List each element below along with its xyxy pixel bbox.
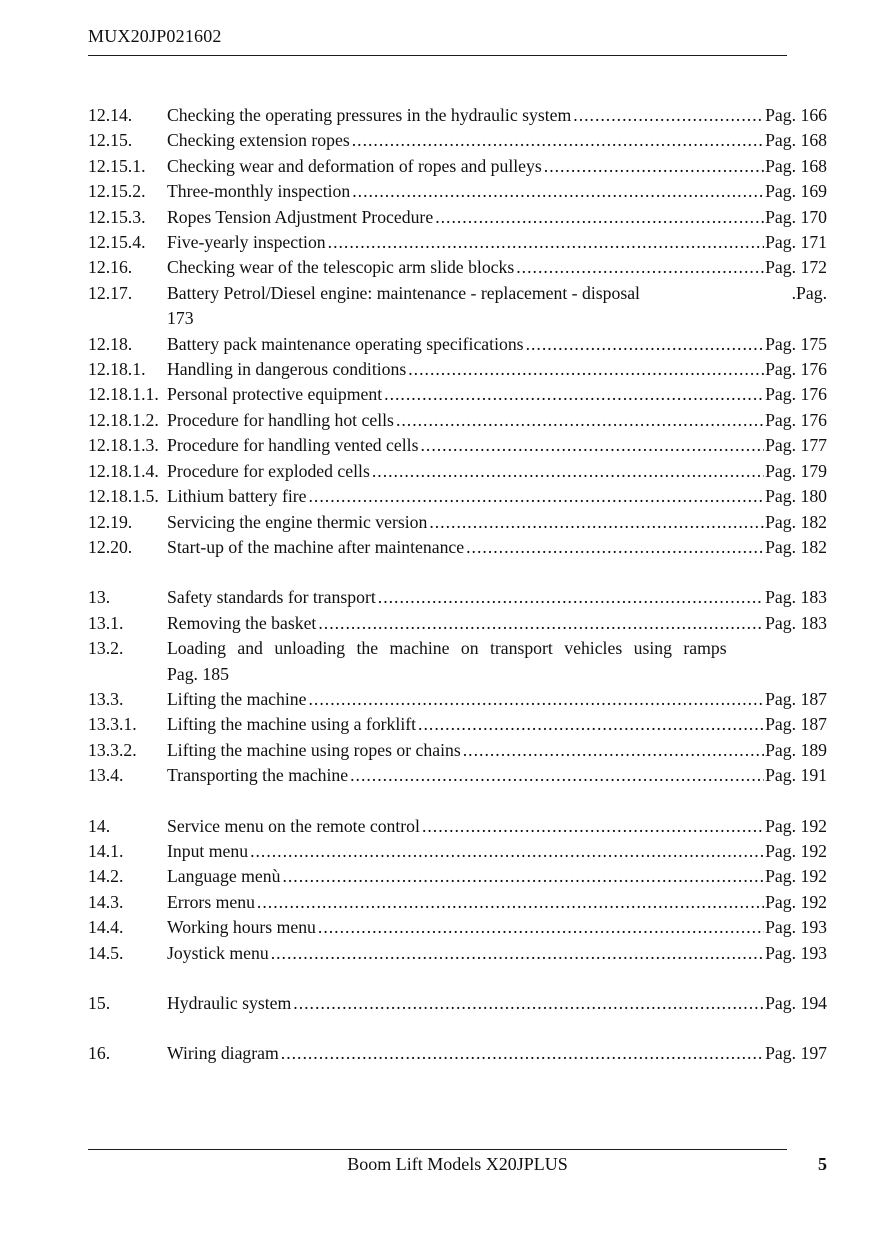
toc-entry-title: Servicing the engine thermic version: [167, 511, 428, 532]
toc-entry-line-1: [167, 281, 827, 306]
toc-entry[interactable]: [88, 408, 827, 433]
toc-entry-title: Ropes Tension Adjustment Procedure: [167, 206, 434, 227]
toc-entry-page: Pag. 192: [765, 891, 827, 912]
toc-entry-page: Pag. 170: [765, 206, 827, 227]
toc-leader-dots: [418, 712, 764, 737]
toc-entry[interactable]: [88, 839, 827, 864]
toc-entry-number: 13.3.1.: [88, 714, 137, 735]
toc-entry-number: 13.: [88, 587, 111, 608]
toc-entry-page: Pag. 179: [765, 460, 827, 481]
toc-entry[interactable]: [88, 255, 827, 280]
toc-entry-body: [167, 941, 827, 966]
toc-entry[interactable]: [88, 687, 827, 712]
toc-entry[interactable]: [88, 890, 827, 915]
toc-entry-title: Three-monthly inspection: [167, 181, 351, 202]
toc-entry[interactable]: [88, 585, 827, 610]
toc-entry[interactable]: [88, 991, 827, 1016]
toc-entry-title: Procedure for handling vented cells: [167, 435, 419, 456]
header-doc-code: MUX20JP021602: [88, 26, 222, 46]
toc-entry-title: Transporting the machine: [167, 765, 349, 786]
toc-entry-body: [167, 611, 827, 636]
toc-entry[interactable]: [88, 459, 827, 484]
toc-entry-page: Pag. 187: [765, 714, 827, 735]
toc-entry-page: 173: [167, 308, 194, 329]
toc-entry-page: Pag. 189: [765, 739, 827, 760]
toc-entry-line-2: [167, 306, 827, 331]
toc-entry-number: 14.3.: [88, 891, 124, 912]
toc-entry[interactable]: [88, 738, 827, 763]
toc-leader-dots: [544, 154, 764, 179]
toc-entry-number: 14.: [88, 815, 111, 836]
toc-entry-body: [167, 281, 827, 332]
toc-entry-body: [167, 357, 827, 382]
toc-leader-dots: [282, 864, 764, 889]
toc-leader-dots: [352, 128, 764, 153]
toc-entry-number: 13.3.2.: [88, 739, 137, 760]
toc-entry-title: Language menù: [167, 866, 281, 887]
toc-entry-title: Start-up of the machine after maintenance: [167, 536, 465, 557]
toc-entry-body: [167, 154, 827, 179]
toc-entry[interactable]: [88, 205, 827, 230]
toc-entry-page: Pag. 183: [765, 612, 827, 633]
toc-entry-title: Input menu: [167, 840, 249, 861]
toc-leader-dots: [466, 535, 764, 560]
toc-leader-dots: [293, 991, 764, 1016]
toc-leader-dots: [271, 941, 764, 966]
toc-entry-page: Pag. 194: [765, 993, 827, 1013]
toc-leader-dots: [420, 433, 764, 458]
toc-entry-number: 12.18.1.2.: [88, 409, 159, 430]
toc-entry-body: [167, 230, 827, 255]
toc-entry-number: 14.4.: [88, 917, 124, 938]
toc-entry[interactable]: [88, 636, 827, 687]
toc-entry-title: Checking the operating pressures in the hydraulic system: [167, 105, 572, 125]
toc-leader-dots: [422, 814, 764, 839]
toc-entry-number: 12.15.4.: [88, 232, 146, 253]
toc-entry-title: Battery pack maintenance operating specifications: [167, 333, 524, 354]
toc-entry-number: 13.2.: [88, 638, 124, 659]
toc-entry-page: Pag. 176: [765, 384, 827, 405]
toc-entry-page: Pag. 171: [765, 232, 827, 253]
toc-entry-page: Pag. 187: [765, 688, 827, 709]
toc-entry-page: Pag. 180: [765, 486, 827, 507]
toc-entry-number: 15.: [88, 993, 111, 1013]
toc-leader-dots: [384, 382, 764, 407]
toc-entry-number: 12.20.: [88, 536, 133, 557]
toc-entry-title: Checking wear and deformation of ropes and pulleys: [167, 155, 542, 176]
toc-leader-dots: [429, 510, 764, 535]
toc-entry-title: Personal protective equipment: [167, 384, 383, 405]
toc-entry[interactable]: [88, 179, 827, 204]
toc-entry-number: 16.: [88, 1043, 111, 1064]
toc-entry-page: Pag. 168: [765, 130, 827, 151]
toc-entry-page: Pag. 193: [765, 942, 827, 963]
toc-entry[interactable]: [88, 1041, 827, 1066]
toc-entry[interactable]: [88, 510, 827, 535]
toc-entry-body: [167, 864, 827, 889]
toc-leader-dots: [318, 915, 764, 940]
toc-entry-number: 13.1.: [88, 612, 124, 633]
page-footer: [88, 1141, 827, 1175]
toc-entry-body: [167, 459, 827, 484]
toc-entry-number: 12.17.: [88, 282, 133, 303]
toc-entry-number: 14.1.: [88, 840, 124, 861]
toc-entry-title: Working hours menu: [167, 917, 316, 938]
toc-entry-body: [167, 382, 827, 407]
toc-group: [88, 585, 827, 788]
toc-leader-dots: [573, 103, 764, 128]
toc-entry-number: 14.5.: [88, 942, 124, 963]
toc-entry-title: Procedure for exploded cells: [167, 460, 370, 481]
footer-line: [88, 1154, 827, 1175]
toc-entry-body: [167, 915, 827, 940]
toc-leader-dots: [516, 255, 764, 280]
toc-entry-number: 12.14.: [88, 105, 133, 125]
toc-leader-dots: [250, 839, 764, 864]
toc-entry-title: Removing the basket: [167, 612, 317, 633]
toc-leader-dots: [526, 332, 765, 357]
toc-entry[interactable]: [88, 484, 827, 509]
toc-entry-body: [167, 510, 827, 535]
toc-entry-body: [167, 103, 827, 128]
toc-leader-dots: [352, 179, 764, 204]
toc-entry-title: Lifting the machine using ropes or chains: [167, 739, 461, 760]
toc-entry[interactable]: [88, 382, 827, 407]
toc-entry[interactable]: [88, 941, 827, 966]
footer-doc-title: Boom Lift Models X20JPLUS: [347, 1154, 568, 1174]
toc-entry-page: Pag. 192: [765, 840, 827, 861]
toc-entry-page: Pag. 182: [765, 511, 827, 532]
toc-entry-body: [167, 738, 827, 763]
toc-entry[interactable]: [88, 281, 827, 332]
header-rule: [88, 55, 787, 56]
toc-entry-title: Handling in dangerous conditions: [167, 359, 407, 380]
toc-entry-title: Lifting the machine: [167, 688, 307, 709]
toc-entry[interactable]: [88, 332, 827, 357]
toc-entry[interactable]: [88, 433, 827, 458]
table-of-contents: [88, 103, 827, 1067]
toc-entry-page: Pag. 185: [167, 663, 229, 684]
toc-entry-title: Checking wear of the telescopic arm slide blocks: [167, 257, 515, 278]
toc-entry-page: Pag. 175: [765, 333, 827, 354]
toc-entry-number: 12.18.1.4.: [88, 460, 159, 481]
toc-entry-page: Pag. 191: [765, 765, 827, 786]
toc-entry[interactable]: [88, 611, 827, 636]
toc-leader-dots: [309, 484, 765, 509]
toc-entry-body: [167, 433, 827, 458]
toc-entry[interactable]: [88, 357, 827, 382]
toc-entry-body: [167, 205, 827, 230]
toc-entry[interactable]: [88, 103, 827, 128]
toc-entry-page: Pag. 176: [765, 409, 827, 430]
toc-entry-title: Lithium battery fire: [167, 486, 307, 507]
toc-group: [88, 1041, 827, 1066]
toc-entry-page: Pag. 169: [765, 181, 827, 202]
toc-leader-dots: [372, 459, 764, 484]
toc-leader-dots: [281, 1041, 764, 1066]
toc-entry-page: Pag. 172: [765, 257, 827, 278]
toc-entry-page: Pag. 197: [765, 1043, 827, 1064]
toc-leader-dots: [328, 230, 764, 255]
toc-entry-number: 12.16.: [88, 257, 133, 278]
toc-entry-title: Hydraulic system: [167, 993, 292, 1013]
toc-leader-dots: [396, 408, 764, 433]
toc-entry-body: [167, 1041, 827, 1066]
toc-entry-title: Procedure for handling hot cells: [167, 409, 394, 430]
toc-leader-dots: [435, 205, 764, 230]
toc-entry-body: [167, 636, 827, 687]
toc-entry-page: Pag. 192: [765, 866, 827, 887]
footer-page-number: 5: [818, 1154, 827, 1174]
toc-entry-number: 12.15.3.: [88, 206, 146, 227]
toc-entry-body: [167, 763, 827, 788]
toc-leader-dots: [318, 611, 764, 636]
toc-entry[interactable]: [88, 535, 827, 560]
toc-entry-body: [167, 128, 827, 153]
toc-group: [88, 103, 827, 560]
footer-rule: [88, 1149, 787, 1150]
toc-leader-dots: [408, 357, 764, 382]
toc-entry-line-2: [167, 662, 827, 687]
toc-entry[interactable]: [88, 763, 827, 788]
toc-entry-number: 12.18.1.3.: [88, 435, 159, 456]
toc-entry-number: 12.15.2.: [88, 181, 146, 202]
toc-entry-body: [167, 179, 827, 204]
toc-entry-title: Safety standards for transport: [167, 587, 376, 608]
toc-entry-page: Pag. 168: [765, 155, 827, 176]
toc-entry[interactable]: [88, 712, 827, 737]
toc-entry-body: [167, 535, 827, 560]
toc-group: [88, 814, 827, 966]
toc-entry-body: [167, 839, 827, 864]
toc-entry[interactable]: [88, 230, 827, 255]
toc-entry-page: Pag. 193: [765, 917, 827, 938]
toc-entry-body: [167, 890, 827, 915]
toc-entry-body: [167, 255, 827, 280]
toc-entry-number: 12.18.: [88, 333, 133, 354]
toc-entry-page: Pag. 166: [765, 105, 827, 125]
toc-entry-page: Pag. 182: [765, 536, 827, 557]
toc-leader-dots: [463, 738, 764, 763]
toc-entry-page: Pag. 183: [765, 587, 827, 608]
toc-entry-body: [167, 585, 827, 610]
toc-entry-body: [167, 332, 827, 357]
toc-entry-body: [167, 484, 827, 509]
toc-leader-dots: [378, 585, 764, 610]
toc-entry-body: [167, 408, 827, 433]
toc-entry-number: 12.18.1.: [88, 359, 146, 380]
toc-entry[interactable]: [88, 864, 827, 889]
toc-entry-number: 13.4.: [88, 765, 124, 786]
toc-entry-body: [167, 991, 827, 1016]
toc-entry-number: 12.15.: [88, 130, 133, 151]
toc-entry-title: Service menu on the remote control: [167, 815, 420, 836]
toc-entry-page: Pag. 192: [765, 815, 827, 836]
toc-entry-page: Pag. 176: [765, 359, 827, 380]
toc-entry-title: Wiring diagram: [167, 1043, 279, 1064]
toc-entry-title: Loading and unloading the machine on transport vehicles using ramps: [167, 638, 727, 659]
toc-entry-number: 14.2.: [88, 866, 124, 887]
toc-entry-body: [167, 687, 827, 712]
toc-entry-number: 13.3.: [88, 688, 124, 709]
toc-entry-number: 12.18.1.1.: [88, 384, 159, 405]
toc-entry[interactable]: [88, 128, 827, 153]
toc-entry-title: Five-yearly inspection: [167, 232, 326, 253]
toc-entry-body: [167, 712, 827, 737]
toc-entry-title: Lifting the machine using a forklift: [167, 714, 417, 735]
toc-entry-title: Checking extension ropes: [167, 130, 350, 151]
toc-entry-line-1: [167, 636, 827, 661]
toc-entry-title: Battery Petrol/Diesel engine: maintenance - replacement - disposal: [167, 282, 640, 303]
toc-leader-dots: [309, 687, 765, 712]
toc-entry[interactable]: [88, 814, 827, 839]
toc-entry-page-prefix: .Pag.: [791, 282, 827, 303]
toc-entry[interactable]: [88, 154, 827, 179]
toc-entry-number: 12.18.1.5.: [88, 486, 159, 507]
toc-group: [88, 991, 827, 1016]
toc-entry-title: Joystick menu: [167, 942, 269, 963]
toc-leader-dots: [350, 763, 764, 788]
toc-entry-number: 12.19.: [88, 511, 133, 532]
toc-leader-dots: [257, 890, 764, 915]
toc-entry-title: Errors menu: [167, 891, 255, 912]
toc-entry-body: [167, 814, 827, 839]
toc-entry-page: Pag. 177: [765, 435, 827, 456]
toc-entry-number: 12.15.1.: [88, 155, 146, 176]
toc-entry[interactable]: [88, 915, 827, 940]
